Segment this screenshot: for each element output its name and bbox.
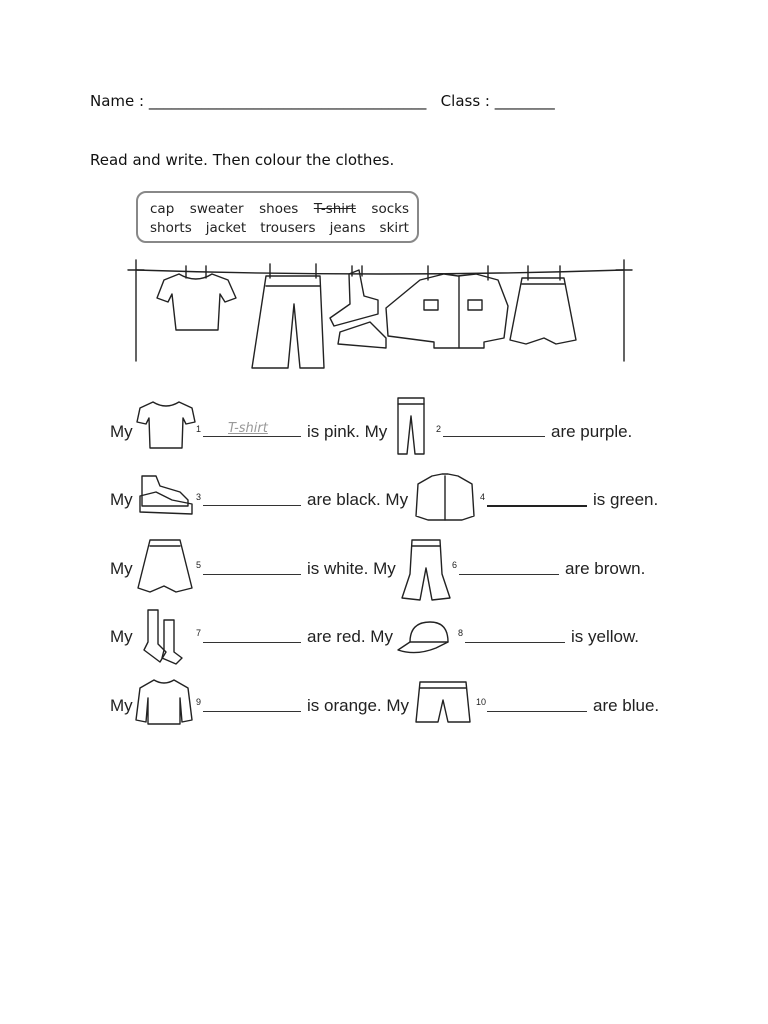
sweater-icon: [134, 676, 194, 728]
name-field[interactable]: _____________________________________: [148, 92, 427, 110]
instruction-text: Read and write. Then colour the clothes.: [90, 151, 395, 169]
word-shoes: shoes: [259, 201, 299, 217]
answer-blank-1[interactable]: [203, 436, 301, 437]
cap-icon: [396, 618, 452, 658]
sentence-my-1: My: [110, 422, 133, 441]
blank-number-8: 8: [458, 628, 464, 638]
blank-number-4: 4: [480, 492, 486, 502]
sentence-mid-5: is orange. My: [307, 696, 410, 715]
sentence-my-4: My: [110, 627, 133, 646]
word-bank: [136, 191, 419, 243]
sentence-mid-1: is pink. My: [307, 422, 388, 441]
jacket-icon: [414, 472, 476, 522]
name-label: Name :: [90, 92, 145, 110]
clothesline-illustration: [124, 256, 634, 376]
class-field[interactable]: ________: [494, 92, 555, 110]
answer-blank-9[interactable]: [203, 711, 301, 712]
trousers-icon: [396, 396, 426, 456]
shorts-icon: [414, 680, 472, 724]
blank-number-6: 6: [452, 560, 458, 570]
sentence-end-2: is green.: [593, 490, 659, 509]
word-jeans: jeans: [329, 220, 366, 236]
answer-blank-10[interactable]: [487, 711, 587, 712]
skirt-icon: [510, 266, 576, 344]
socks-icon: [142, 608, 184, 664]
answer-blank-5[interactable]: [203, 574, 301, 575]
answer-blank-6[interactable]: [459, 574, 559, 575]
sentence-my-5: My: [110, 696, 133, 715]
word-bank-row-1: [150, 201, 409, 217]
word-bank-row-2: [150, 220, 409, 236]
blank-number-9: 9: [196, 697, 202, 707]
skirt-icon: [136, 538, 194, 594]
shoes-icon: [330, 266, 386, 348]
blank-number-10: 10: [476, 697, 487, 707]
blank-number-3: 3: [196, 492, 202, 502]
trousers-icon: [252, 264, 324, 368]
answer-blank-7[interactable]: [203, 642, 301, 643]
sentence-mid-3: is white. My: [307, 559, 396, 578]
blank-number-1: 1: [196, 424, 202, 434]
answer-blank-2[interactable]: [443, 436, 545, 437]
word-trousers: trousers: [260, 220, 316, 236]
answer-blank-3[interactable]: [203, 505, 301, 506]
t-shirt-icon: [136, 398, 196, 452]
word-skirt: skirt: [379, 220, 409, 236]
answer-blank-8[interactable]: [465, 642, 565, 643]
word-shorts: shorts: [150, 220, 192, 236]
name-class-header: [90, 92, 555, 110]
word-socks: socks: [371, 201, 409, 217]
sentence-my-2: My: [110, 490, 133, 509]
sentence-end-5: are blue.: [593, 696, 660, 715]
answer-blank-4[interactable]: [487, 505, 587, 507]
blank-number-5: 5: [196, 560, 202, 570]
sentence-end-1: are purple.: [551, 422, 633, 441]
sentence-mid-2: are black. My: [307, 490, 409, 509]
example-answer: T-shirt: [228, 421, 268, 436]
word-t-shirt-crossed: T-shirt: [313, 201, 356, 217]
t-shirt-icon: [157, 266, 236, 330]
class-label: Class :: [440, 92, 490, 110]
word-sweater: sweater: [189, 201, 244, 217]
jacket-icon: [386, 266, 508, 348]
sentence-my-3: My: [110, 559, 133, 578]
jeans-icon: [400, 538, 452, 602]
sentence-end-3: are brown.: [565, 559, 646, 578]
blank-number-7: 7: [196, 628, 202, 638]
shoes-icon: [136, 472, 194, 516]
word-jacket: jacket: [205, 220, 247, 236]
blank-number-2: 2: [436, 424, 442, 434]
sentence-mid-4: are red. My: [307, 627, 393, 646]
sentence-end-4: is yellow.: [571, 627, 640, 646]
word-cap: cap: [150, 201, 175, 217]
